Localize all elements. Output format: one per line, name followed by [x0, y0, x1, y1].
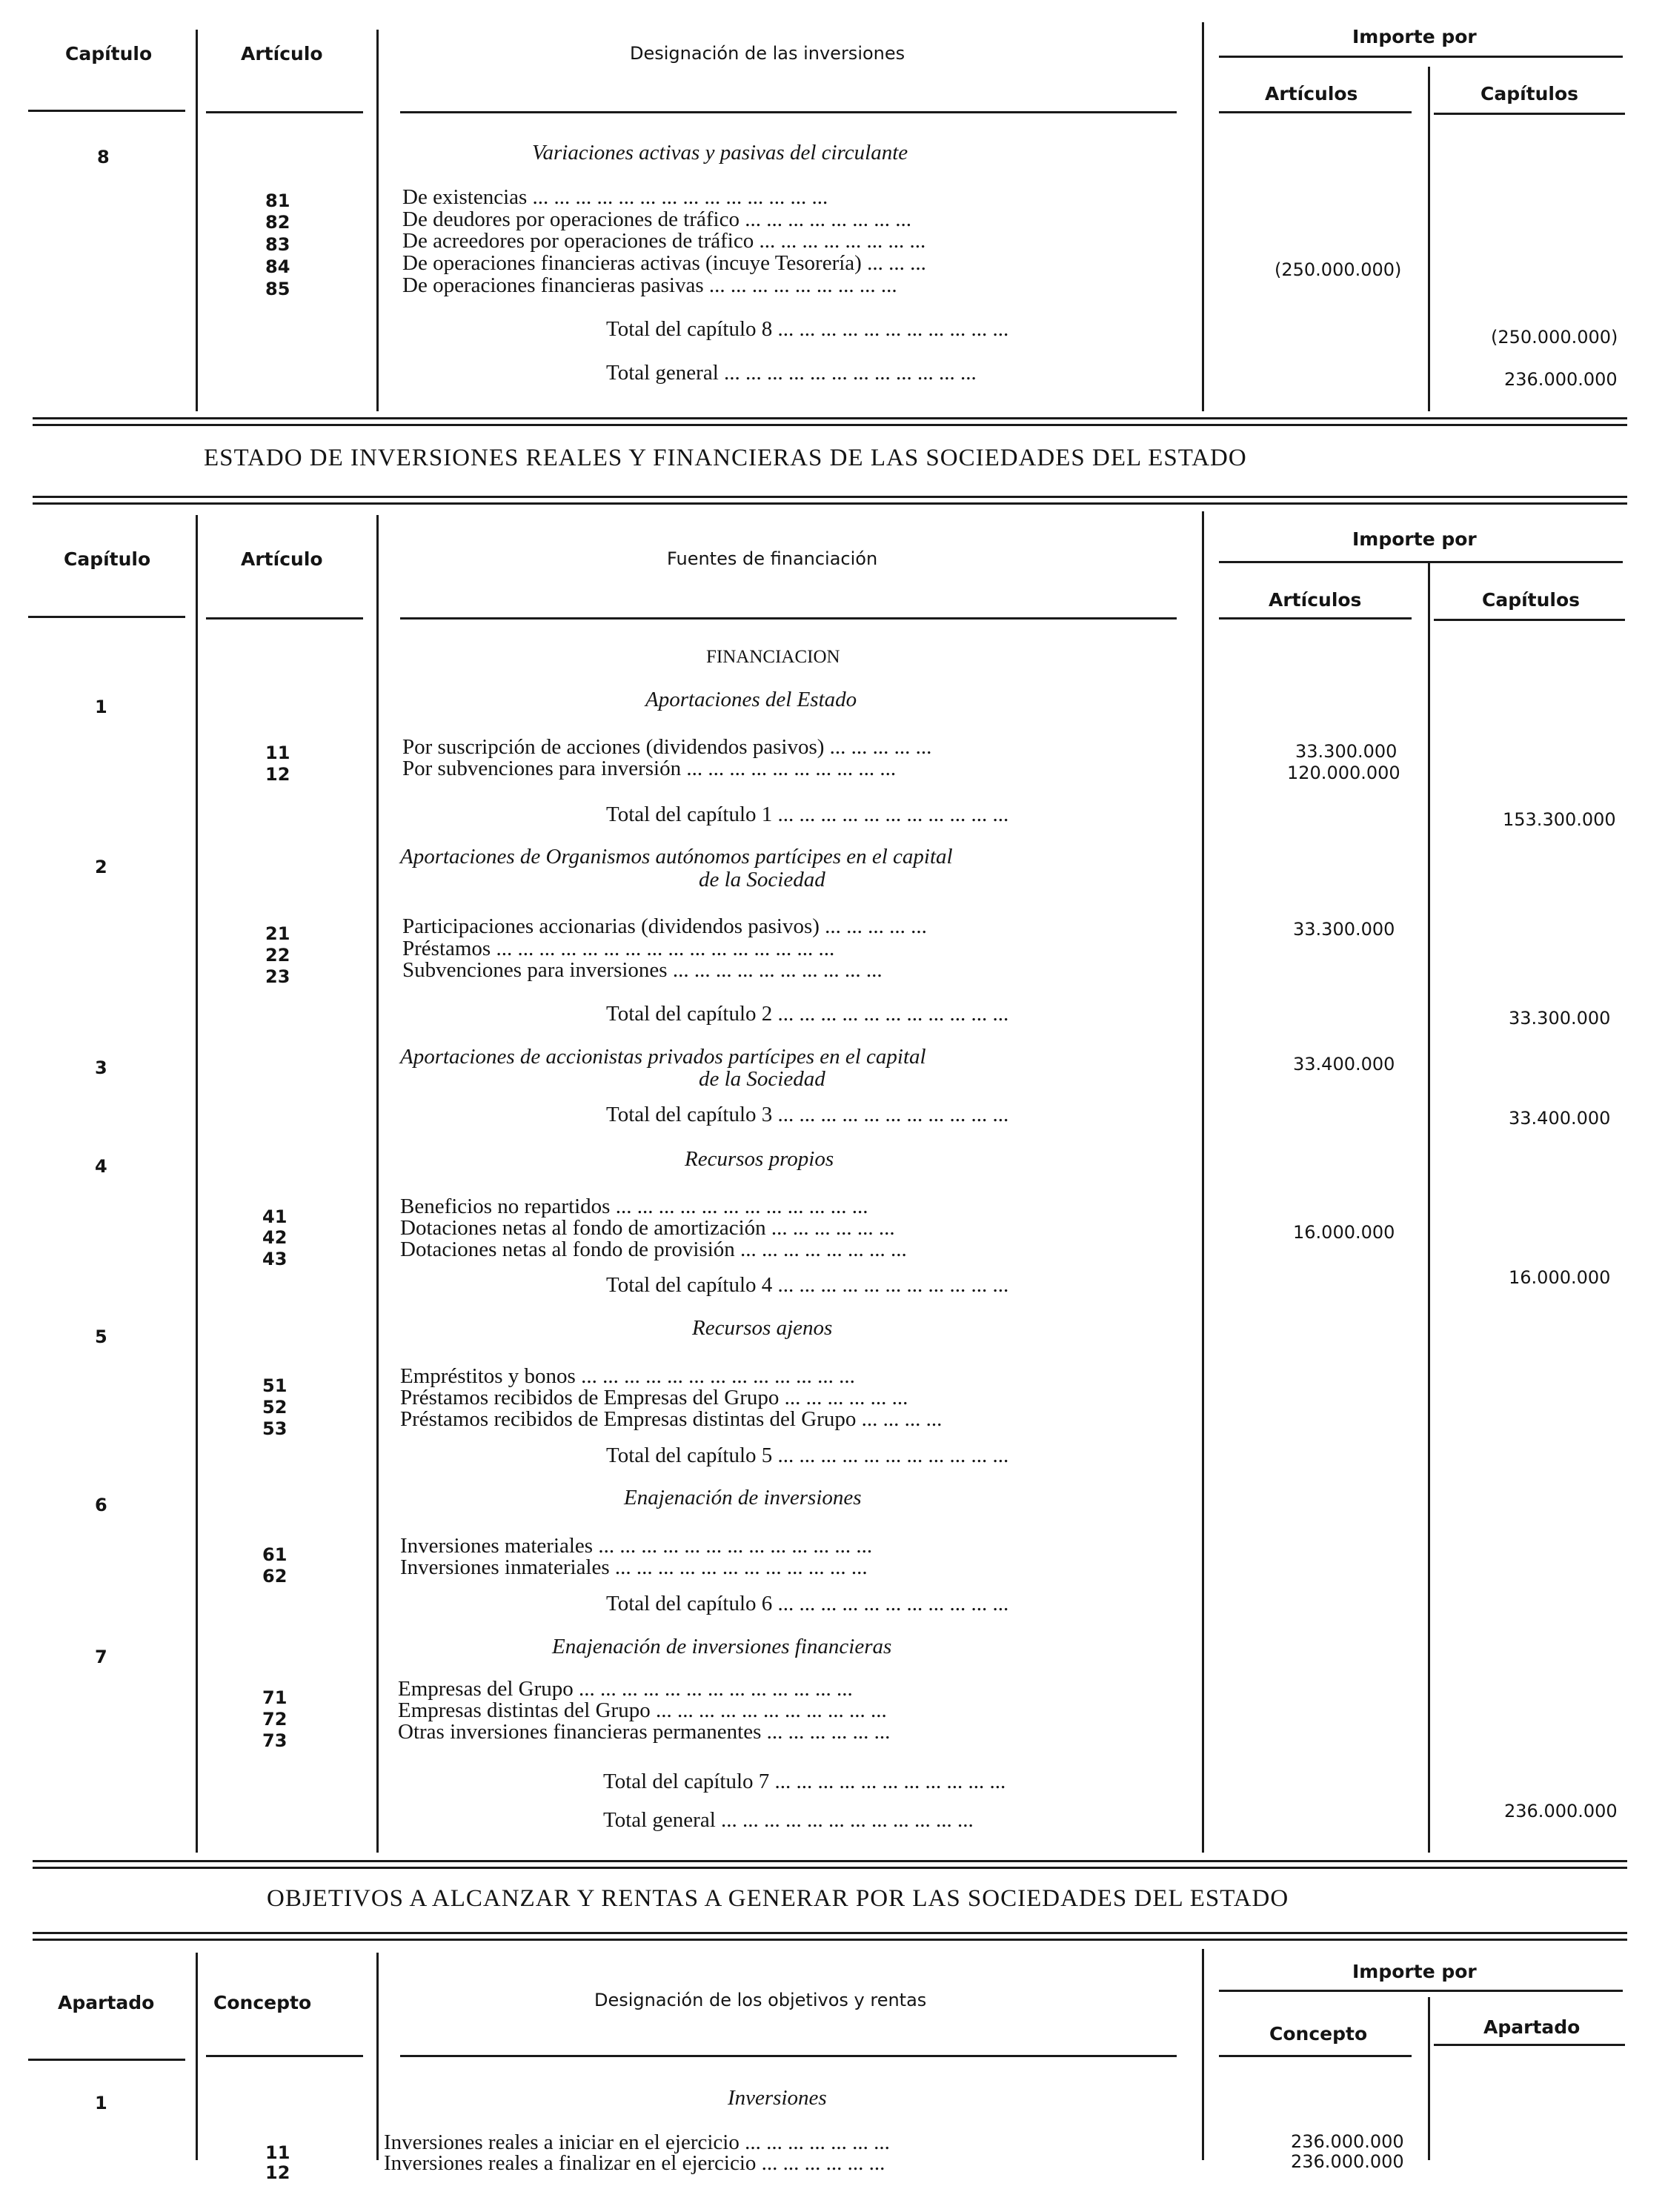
header-concepto-col: Concepto [1269, 2023, 1368, 2045]
article-number: 42 [262, 1227, 288, 1248]
chapter-number: 1 [95, 697, 107, 717]
article-number: 43 [262, 1249, 288, 1269]
chapter-number: 3 [95, 1057, 107, 1078]
concept-label: Inversiones reales a finalizar en el ejercicio ... ... ... ... ... ... [384, 2151, 885, 2175]
header-articulo: Artículo [241, 43, 323, 64]
header-rule [28, 2059, 185, 2061]
header-concepto: Concepto [213, 1992, 312, 2013]
chapter-total-value: 33.300.000 [1509, 1008, 1611, 1029]
article-label: Préstamos ... ... ... ... ... ... ... ... ... ... ... ... ... ... ... ... [402, 937, 835, 960]
header-rule [400, 2055, 1177, 2057]
col-divider [1202, 1949, 1204, 2160]
concept-label: Inversiones reales a iniciar en el ejercicio ... ... ... ... ... ... ... [384, 2130, 890, 2154]
section-number: 1 [95, 2093, 107, 2113]
article-number: 84 [265, 256, 290, 277]
chapter-heading: Aportaciones del Estado [645, 688, 857, 711]
header-rule [400, 617, 1177, 620]
col-divider [1428, 1997, 1430, 2160]
chapter-number: 7 [95, 1647, 107, 1667]
header-importe-por: Importe por [1352, 1961, 1477, 1982]
general-total-label: Total general ... ... ... ... ... ... ... ... ... ... ... ... [606, 361, 977, 385]
header-rule [1434, 2044, 1625, 2046]
chapter-total-label: Total del capítulo 6 ... ... ... ... ... ... ... ... ... ... ... [606, 1592, 1009, 1615]
section-title: ESTADO DE INVERSIONES REALES Y FINANCIERAS DE LAS SOCIEDADES DEL ESTADO [204, 445, 1247, 471]
article-amount: 16.000.000 [1293, 1222, 1395, 1243]
article-label: Empresas distintas del Grupo ... ... ... ... ... ... ... ... ... ... ... [398, 1698, 887, 1722]
header-rule [28, 616, 185, 618]
section-title: OBJETIVOS A ALCANZAR Y RENTAS A GENERAR POR LAS SOCIEDADES DEL ESTADO [267, 1885, 1289, 1912]
article-label: Inversiones materiales ... ... ... ... ... ... ... ... ... ... ... ... ... [400, 1534, 873, 1558]
article-label: Empréstitos y bonos ... ... ... ... ... ... ... ... ... ... ... ... ... [400, 1364, 855, 1388]
chapter-total-value: 33.400.000 [1509, 1108, 1611, 1129]
article-number: 11 [265, 743, 290, 763]
article-number: 81 [265, 190, 290, 211]
section-heading: Inversiones [728, 2086, 827, 2110]
article-label: Beneficios no repartidos ... ... ... ... ... ... ... ... ... ... ... ... [400, 1195, 868, 1218]
article-label: Empresas del Grupo ... ... ... ... ... ... ... ... ... ... ... ... ... [398, 1677, 853, 1701]
col-divider [376, 30, 379, 411]
article-number: 73 [262, 1730, 288, 1751]
concept-number: 12 [265, 2162, 290, 2183]
col-divider [196, 515, 198, 1853]
article-label: De existencias ... ... ... ... ... ... ... ... ... ... ... ... ... ... [402, 185, 828, 209]
header-capitulo: Capítulo [64, 548, 151, 570]
chapter-heading: Recursos propios [685, 1147, 834, 1171]
table-bottom-rule [33, 1860, 1627, 1862]
title-rule [33, 502, 1627, 505]
article-number: 82 [265, 212, 290, 233]
header-rule [206, 111, 363, 113]
header-rule [1219, 1990, 1623, 1992]
col-divider [196, 30, 198, 411]
article-number: 22 [265, 945, 290, 966]
article-label: Préstamos recibidos de Empresas del Grupo ... ... ... ... ... ... [400, 1386, 908, 1409]
col-divider [1202, 511, 1204, 1853]
chapter-number: 8 [97, 147, 110, 167]
article-number: 12 [265, 764, 290, 785]
header-rule [1219, 2055, 1412, 2057]
col-divider [196, 1953, 198, 2160]
article-label: De operaciones financieras activas (incuye Tesorería) ... ... ... [402, 251, 926, 275]
col-divider [376, 1953, 379, 2160]
header-rule [1434, 113, 1625, 115]
title-rule [33, 1939, 1627, 1941]
chapter-total-label: Total del capítulo 3 ... ... ... ... ... ... ... ... ... ... ... [606, 1103, 1009, 1126]
col-divider [1202, 22, 1204, 411]
header-articulos: Artículos [1269, 589, 1362, 611]
header-rule [28, 110, 185, 112]
header-rule [206, 2055, 363, 2057]
chapter-number: 4 [95, 1156, 107, 1177]
header-apartado-col: Apartado [1483, 2016, 1581, 2038]
chapter-total-label: Total del capítulo 5 ... ... ... ... ... ... ... ... ... ... ... [606, 1444, 1009, 1467]
article-label: Dotaciones netas al fondo de amortización ... ... ... ... ... ... [400, 1216, 895, 1240]
article-number: 21 [265, 923, 290, 944]
header-importe-por: Importe por [1352, 528, 1477, 550]
header-designacion: Designación de las inversiones [630, 43, 905, 64]
article-label: De deudores por operaciones de tráfico ... ... ... ... ... ... ... ... [402, 207, 911, 231]
chapter-total-value: (250.000.000) [1491, 327, 1618, 348]
col-divider [376, 515, 379, 1853]
col-divider [1428, 67, 1430, 411]
article-number: 41 [262, 1206, 288, 1227]
article-label: Por suscripción de acciones (dividendos pasivos) ... ... ... ... ... [402, 735, 932, 759]
table-bottom-rule [33, 1867, 1627, 1869]
header-apartado: Apartado [58, 1992, 155, 2013]
header-capitulos: Capítulos [1482, 589, 1581, 611]
header-rule [1219, 617, 1412, 620]
article-label: Dotaciones netas al fondo de provisión ... ... ... ... ... ... ... ... [400, 1238, 907, 1261]
chapter-heading: Enajenación de inversiones financieras [552, 1635, 892, 1658]
table-bottom-rule [33, 424, 1627, 426]
article-number: 72 [262, 1709, 288, 1730]
article-amount: (250.000.000) [1274, 259, 1402, 280]
chapter-total-label: Total del capítulo 7 ... ... ... ... ... ... ... ... ... ... ... [603, 1770, 1006, 1793]
title-rule [33, 1932, 1627, 1934]
chapter-heading: Aportaciones de accionistas privados partícipes en el capital [400, 1045, 926, 1069]
article-amount: 33.300.000 [1293, 919, 1395, 940]
article-number: 53 [262, 1418, 288, 1439]
article-label: Inversiones inmateriales ... ... ... ... ... ... ... ... ... ... ... ... [400, 1555, 868, 1579]
general-total-value: 236.000.000 [1504, 369, 1618, 390]
title-rule [33, 496, 1627, 498]
chapter-total-value: 16.000.000 [1509, 1267, 1611, 1288]
concept-number: 11 [265, 2142, 290, 2163]
article-number: 61 [262, 1544, 288, 1565]
header-articulos: Artículos [1265, 83, 1358, 104]
concept-amount: 236.000.000 [1291, 2151, 1404, 2172]
header-rule [1219, 111, 1412, 113]
chapter-number: 6 [95, 1495, 107, 1515]
article-amount: 33.400.000 [1293, 1054, 1395, 1075]
article-label: De acreedores por operaciones de tráfico ... ... ... ... ... ... ... ... [402, 229, 926, 253]
article-amount: 33.300.000 [1295, 741, 1398, 762]
header-capitulo: Capítulo [65, 43, 153, 64]
general-total-label: Total general ... ... ... ... ... ... ... ... ... ... ... ... [603, 1808, 974, 1832]
article-amount: 120.000.000 [1287, 763, 1400, 783]
table-bottom-rule [33, 417, 1627, 419]
col-divider [1428, 563, 1430, 1853]
header-rule [1219, 561, 1623, 563]
chapter-heading-cont: de la Sociedad [699, 1067, 825, 1091]
header-importe-por: Importe por [1352, 26, 1477, 47]
article-number: 23 [265, 966, 290, 987]
header-articulo: Artículo [241, 548, 323, 570]
header-rule [1219, 56, 1623, 58]
header-fuentes: Fuentes de financiación [667, 548, 878, 569]
article-number: 62 [262, 1566, 288, 1587]
article-label: Participaciones accionarias (dividendos pasivos) ... ... ... ... ... [402, 914, 927, 938]
article-label: Préstamos recibidos de Empresas distintas del Grupo ... ... ... ... [400, 1407, 943, 1431]
article-label: Por subvenciones para inversión ... ... ... ... ... ... ... ... ... ... [402, 757, 897, 780]
header-capitulos: Capítulos [1480, 83, 1579, 104]
chapter-total-label: Total del capítulo 2 ... ... ... ... ... ... ... ... ... ... ... [606, 1002, 1009, 1026]
chapter-total-label: Total del capítulo 4 ... ... ... ... ... ... ... ... ... ... ... [606, 1273, 1009, 1297]
chapter-heading: Recursos ajenos [692, 1316, 833, 1340]
article-number: 71 [262, 1687, 288, 1708]
article-label: De operaciones financieras pasivas ... ... ... ... ... ... ... ... ... [402, 273, 897, 297]
general-total-value: 236.000.000 [1504, 1801, 1618, 1821]
header-designacion: Designación de los objetivos y rentas [594, 1990, 927, 2010]
article-number: 85 [265, 279, 290, 299]
chapter-total-label: Total del capítulo 8 ... ... ... ... ... ... ... ... ... ... ... [606, 317, 1009, 341]
article-label: Otras inversiones financieras permanentes ... ... ... ... ... ... [398, 1720, 891, 1744]
chapter-heading: Variaciones activas y pasivas del circulante [532, 141, 908, 165]
article-number: 83 [265, 234, 290, 255]
chapter-heading-cont: de la Sociedad [699, 868, 825, 891]
header-rule [206, 617, 363, 620]
chapter-total-label: Total del capítulo 1 ... ... ... ... ... ... ... ... ... ... ... [606, 803, 1009, 826]
concept-amount: 236.000.000 [1291, 2131, 1404, 2152]
chapter-number: 5 [95, 1326, 107, 1347]
chapter-total-value: 153.300.000 [1503, 809, 1616, 830]
financiacion-label: FINANCIACION [706, 647, 840, 667]
header-rule [400, 111, 1177, 113]
header-rule [1434, 619, 1625, 621]
article-number: 51 [262, 1375, 288, 1396]
article-number: 52 [262, 1397, 288, 1418]
chapter-number: 2 [95, 857, 107, 877]
article-label: Subvenciones para inversiones ... ... ... ... ... ... ... ... ... ... [402, 958, 883, 982]
chapter-heading: Aportaciones de Organismos autónomos partícipes en el capital [400, 845, 953, 868]
chapter-heading: Enajenación de inversiones [624, 1486, 862, 1509]
